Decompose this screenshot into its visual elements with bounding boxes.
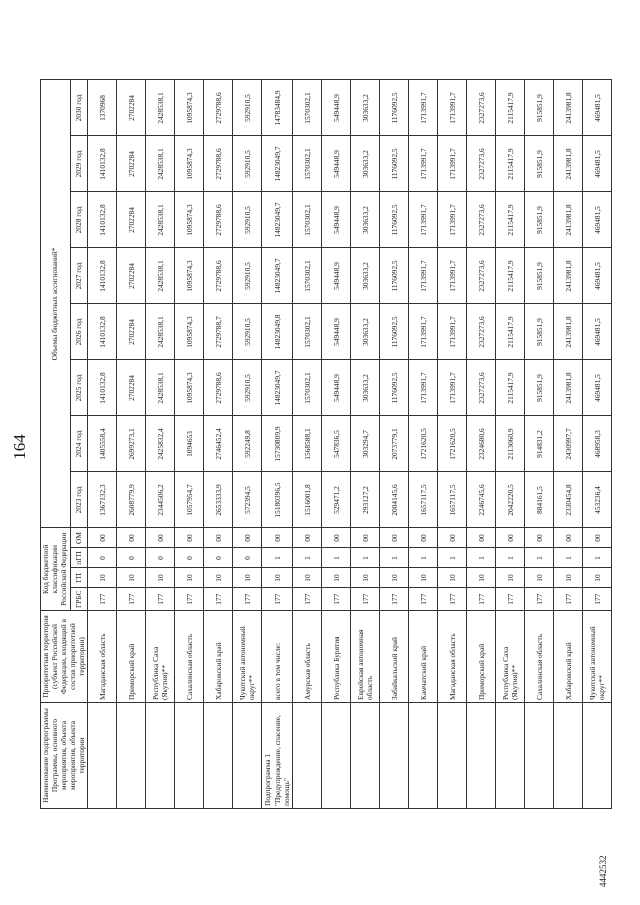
value-cell: 1095874,3 xyxy=(175,248,204,304)
territory-cell: Магаданская область xyxy=(438,611,467,703)
pgp-cell: 1 xyxy=(554,548,583,568)
value-cell: 303633,2 xyxy=(351,304,380,360)
value-cell: 549448,9 xyxy=(322,304,351,360)
value-cell: 1176092,5 xyxy=(380,304,409,360)
territory-cell: Хабаровский край xyxy=(204,611,233,703)
table-row xyxy=(117,80,146,809)
value-cell: 592910,5 xyxy=(233,80,262,136)
om-cell: 00 xyxy=(380,528,409,548)
grbs-cell: 177 xyxy=(322,588,351,611)
program-cell xyxy=(554,703,583,809)
value-cell: 2113060,9 xyxy=(496,416,525,472)
pgp-cell: 1 xyxy=(583,548,612,568)
value-cell: 529471,2 xyxy=(322,472,351,528)
pgp-cell: 1 xyxy=(409,548,438,568)
value-cell: 14823049,7 xyxy=(262,360,293,416)
pgp-cell: 0 xyxy=(175,548,204,568)
value-cell: 1405558,4 xyxy=(88,416,117,472)
table-row xyxy=(233,80,262,809)
header-year: 2026 год xyxy=(71,304,88,360)
table-row xyxy=(583,80,612,809)
value-cell: 1713991,7 xyxy=(438,304,467,360)
om-cell: 00 xyxy=(467,528,496,548)
table-row xyxy=(525,80,554,809)
value-cell: 2428538,1 xyxy=(146,192,175,248)
territory-cell: Приморский край xyxy=(467,611,496,703)
value-cell: 1095874,3 xyxy=(175,136,204,192)
value-cell: 915851,9 xyxy=(525,80,554,136)
grbs-cell: 177 xyxy=(233,588,262,611)
value-cell: 469481,5 xyxy=(583,80,612,136)
value-cell: 2428538,1 xyxy=(146,136,175,192)
grbs-cell: 177 xyxy=(175,588,204,611)
value-cell: 2115417,9 xyxy=(496,80,525,136)
grbs-cell: 177 xyxy=(467,588,496,611)
value-cell: 2746452,4 xyxy=(204,416,233,472)
territory-cell: Республика Саха (Якутия)** xyxy=(496,611,525,703)
value-cell: 2115417,9 xyxy=(496,248,525,304)
value-cell: 14823049,8 xyxy=(262,304,293,360)
value-cell: 915851,9 xyxy=(525,248,554,304)
pgp-cell: 1 xyxy=(496,548,525,568)
gp-cell: 10 xyxy=(88,568,117,588)
program-cell xyxy=(496,703,525,809)
table-row xyxy=(496,80,525,809)
value-cell: 2702284 xyxy=(117,80,146,136)
value-cell: 2413981,8 xyxy=(554,136,583,192)
value-cell: 2413981,8 xyxy=(554,192,583,248)
value-cell: 2729788,7 xyxy=(204,304,233,360)
table-row xyxy=(409,80,438,809)
pgp-cell: 1 xyxy=(262,548,293,568)
value-cell: 592910,5 xyxy=(233,192,262,248)
om-cell: 00 xyxy=(583,528,612,548)
value-cell: 2327273,6 xyxy=(467,80,496,136)
gp-cell: 10 xyxy=(117,568,146,588)
value-cell: 2702284 xyxy=(117,192,146,248)
grbs-cell: 177 xyxy=(293,588,322,611)
value-cell: 2608779,9 xyxy=(117,472,146,528)
value-cell: 2702284 xyxy=(117,248,146,304)
pgp-cell: 0 xyxy=(88,548,117,568)
value-cell: 2327273,6 xyxy=(467,192,496,248)
gp-cell: 10 xyxy=(175,568,204,588)
header-pgp: пГП xyxy=(71,548,88,568)
value-cell: 2428538,1 xyxy=(146,80,175,136)
gp-cell: 10 xyxy=(496,568,525,588)
document-id: 4442532 xyxy=(598,855,608,887)
value-cell: 1713991,7 xyxy=(438,136,467,192)
program-cell xyxy=(351,703,380,809)
value-cell: 2115417,9 xyxy=(496,304,525,360)
value-cell: 2073779,1 xyxy=(380,416,409,472)
gp-cell: 10 xyxy=(146,568,175,588)
value-cell: 1570302,1 xyxy=(293,136,322,192)
value-cell: 2327273,6 xyxy=(467,304,496,360)
grbs-cell: 177 xyxy=(88,588,117,611)
om-cell: 00 xyxy=(233,528,262,548)
value-cell: 1410132,8 xyxy=(88,192,117,248)
grbs-cell: 177 xyxy=(554,588,583,611)
pgp-cell: 1 xyxy=(438,548,467,568)
gp-cell: 10 xyxy=(583,568,612,588)
page-number: 164 xyxy=(10,434,29,460)
value-cell: 592910,5 xyxy=(233,360,262,416)
table-row xyxy=(554,80,583,809)
om-cell: 00 xyxy=(496,528,525,548)
gp-cell: 10 xyxy=(438,568,467,588)
value-cell: 1176092,5 xyxy=(380,192,409,248)
territory-cell: Сахалинская область xyxy=(175,611,204,703)
grbs-cell: 177 xyxy=(351,588,380,611)
value-cell: 2115417,9 xyxy=(496,136,525,192)
pgp-cell: 0 xyxy=(146,548,175,568)
program-cell: Подпрограмма 1 "Предупреждение, спасение, помощь" xyxy=(262,703,293,809)
value-cell: 1570302,1 xyxy=(293,192,322,248)
value-cell: 2324680,6 xyxy=(467,416,496,472)
table-row xyxy=(262,80,293,809)
grbs-cell: 177 xyxy=(525,588,554,611)
header-year: 2030 год xyxy=(71,80,88,136)
value-cell: 1721620,5 xyxy=(409,416,438,472)
header-grbs: ГРБС xyxy=(71,588,88,611)
value-cell: 1095874,3 xyxy=(175,192,204,248)
table-row xyxy=(322,80,351,809)
value-cell: 1410132,8 xyxy=(88,136,117,192)
value-cell: 303294,7 xyxy=(351,416,380,472)
value-cell: 1713991,7 xyxy=(409,192,438,248)
grbs-cell: 177 xyxy=(583,588,612,611)
table-row xyxy=(146,80,175,809)
value-cell: 1094653 xyxy=(175,416,204,472)
value-cell: 303633,2 xyxy=(351,192,380,248)
territory-cell: Чукотский автономный округ** xyxy=(233,611,262,703)
table-row xyxy=(438,80,467,809)
gp-cell: 10 xyxy=(204,568,233,588)
om-cell: 00 xyxy=(351,528,380,548)
grbs-cell: 177 xyxy=(496,588,525,611)
header-year: 2028 год xyxy=(71,192,88,248)
value-cell: 2004145,6 xyxy=(380,472,409,528)
table-row xyxy=(380,80,409,809)
value-cell: 1057954,7 xyxy=(175,472,204,528)
table-row xyxy=(293,80,322,809)
territory-cell: Чукотский автономный округ** xyxy=(583,611,612,703)
value-cell: 15180396,5 xyxy=(262,472,293,528)
pgp-cell: 1 xyxy=(467,548,496,568)
pgp-cell: 1 xyxy=(322,548,351,568)
value-cell: 1657117,5 xyxy=(438,472,467,528)
grbs-cell: 177 xyxy=(204,588,233,611)
territory-cell: Республика Саха (Якутия)** xyxy=(146,611,175,703)
pgp-cell: 1 xyxy=(380,548,409,568)
gp-cell: 10 xyxy=(380,568,409,588)
gp-cell: 10 xyxy=(293,568,322,588)
gp-cell: 10 xyxy=(467,568,496,588)
pgp-cell: 1 xyxy=(293,548,322,568)
value-cell: 2413981,8 xyxy=(554,80,583,136)
program-cell xyxy=(322,703,351,809)
value-cell: 1095874,3 xyxy=(175,80,204,136)
value-cell: 1713991,7 xyxy=(409,248,438,304)
value-cell: 1095874,3 xyxy=(175,304,204,360)
value-cell: 303633,2 xyxy=(351,248,380,304)
value-cell: 2428538,1 xyxy=(146,248,175,304)
gp-cell: 10 xyxy=(322,568,351,588)
om-cell: 00 xyxy=(117,528,146,548)
value-cell: 915851,9 xyxy=(525,136,554,192)
om-cell: 00 xyxy=(262,528,293,548)
program-cell xyxy=(525,703,554,809)
value-cell: 1713991,7 xyxy=(409,80,438,136)
value-cell: 1095874,3 xyxy=(175,360,204,416)
value-cell: 592910,5 xyxy=(233,248,262,304)
table-row xyxy=(175,80,204,809)
value-cell: 2428538,1 xyxy=(146,360,175,416)
value-cell: 468958,3 xyxy=(583,416,612,472)
value-cell: 293127,2 xyxy=(351,472,380,528)
table-row xyxy=(204,80,233,809)
grbs-cell: 177 xyxy=(146,588,175,611)
header-year: 2023 год xyxy=(71,472,88,528)
pgp-cell: 0 xyxy=(117,548,146,568)
value-cell: 1570302,1 xyxy=(293,80,322,136)
gp-cell: 10 xyxy=(409,568,438,588)
value-cell: 2428538,1 xyxy=(146,304,175,360)
value-cell: 2702284 xyxy=(117,360,146,416)
gp-cell: 10 xyxy=(233,568,262,588)
value-cell: 2729788,6 xyxy=(204,248,233,304)
value-cell: 1713991,7 xyxy=(409,304,438,360)
territory-cell: Республика Бурятия xyxy=(322,611,351,703)
om-cell: 00 xyxy=(525,528,554,548)
value-cell: 2042220,5 xyxy=(496,472,525,528)
territory-cell: Приморский край xyxy=(117,611,146,703)
program-cell xyxy=(467,703,496,809)
value-cell: 2653333,9 xyxy=(204,472,233,528)
value-cell: 549448,9 xyxy=(322,360,351,416)
gp-cell: 10 xyxy=(262,568,293,588)
header-territory: Приоритетная территория (субъект Российской Федерации, входящий в состав приоритетной территории) xyxy=(41,611,88,703)
pgp-cell: 1 xyxy=(351,548,380,568)
value-cell: 1713991,7 xyxy=(438,192,467,248)
value-cell: 2246745,6 xyxy=(467,472,496,528)
territory-cell: Еврейская автономная область xyxy=(351,611,380,703)
header-year: 2027 год xyxy=(71,248,88,304)
header-gp: ГП xyxy=(71,568,88,588)
value-cell: 2413981,8 xyxy=(554,248,583,304)
value-cell: 549448,9 xyxy=(322,80,351,136)
program-cell xyxy=(409,703,438,809)
program-cell xyxy=(204,703,233,809)
territory-cell: Камчатский край xyxy=(409,611,438,703)
value-cell: 2115417,9 xyxy=(496,192,525,248)
value-cell: 592910,5 xyxy=(233,304,262,360)
value-cell: 1713991,7 xyxy=(438,360,467,416)
value-cell: 915851,9 xyxy=(525,360,554,416)
program-cell xyxy=(438,703,467,809)
value-cell: 2702284 xyxy=(117,304,146,360)
value-cell: 303633,2 xyxy=(351,80,380,136)
value-cell: 303633,2 xyxy=(351,360,380,416)
value-cell: 1570302,1 xyxy=(293,360,322,416)
value-cell: 2115417,9 xyxy=(496,360,525,416)
value-cell: 1176092,5 xyxy=(380,80,409,136)
om-cell: 00 xyxy=(293,528,322,548)
value-cell: 2699273,1 xyxy=(117,416,146,472)
table-row xyxy=(467,80,496,809)
om-cell: 00 xyxy=(438,528,467,548)
value-cell: 469481,5 xyxy=(583,304,612,360)
value-cell: 2330454,8 xyxy=(554,472,583,528)
table-body xyxy=(88,80,612,809)
territory-cell: Сахалинская область xyxy=(525,611,554,703)
value-cell: 1370968 xyxy=(88,80,117,136)
value-cell: 14783484,9 xyxy=(262,80,293,136)
value-cell: 1176092,5 xyxy=(380,248,409,304)
header-kbk-group: Код бюджетной классификации Российской Федерации xyxy=(41,528,71,611)
pgp-cell: 1 xyxy=(525,548,554,568)
value-cell: 1410132,8 xyxy=(88,304,117,360)
table-row xyxy=(351,80,380,809)
budget-table xyxy=(40,79,612,809)
program-cell xyxy=(117,703,146,809)
value-cell: 15730809,9 xyxy=(262,416,293,472)
om-cell: 00 xyxy=(175,528,204,548)
territory-cell: Хабаровский край xyxy=(554,611,583,703)
grbs-cell: 177 xyxy=(409,588,438,611)
value-cell: 2430997,7 xyxy=(554,416,583,472)
value-cell: 1713991,7 xyxy=(409,136,438,192)
header-om: ОМ xyxy=(71,528,88,548)
value-cell: 592249,8 xyxy=(233,416,262,472)
value-cell: 2413981,8 xyxy=(554,360,583,416)
value-cell: 469481,5 xyxy=(583,360,612,416)
program-cell xyxy=(583,703,612,809)
value-cell: 453236,4 xyxy=(583,472,612,528)
header-year: 2025 год xyxy=(71,360,88,416)
value-cell: 1410132,8 xyxy=(88,360,117,416)
om-cell: 00 xyxy=(322,528,351,548)
program-cell xyxy=(175,703,204,809)
value-cell: 2327273,6 xyxy=(467,136,496,192)
value-cell: 1721620,5 xyxy=(438,416,467,472)
value-cell: 1516001,8 xyxy=(293,472,322,528)
territory-cell: Магаданская область xyxy=(88,611,117,703)
table-row xyxy=(88,80,117,809)
pgp-cell: 0 xyxy=(233,548,262,568)
value-cell: 469481,5 xyxy=(583,136,612,192)
value-cell: 469481,5 xyxy=(583,192,612,248)
value-cell: 1568588,1 xyxy=(293,416,322,472)
value-cell: 2729788,6 xyxy=(204,80,233,136)
program-cell xyxy=(233,703,262,809)
value-cell: 14823049,7 xyxy=(262,192,293,248)
value-cell: 1713991,7 xyxy=(409,360,438,416)
header-year: 2029 год xyxy=(71,136,88,192)
grbs-cell: 177 xyxy=(438,588,467,611)
program-cell xyxy=(146,703,175,809)
om-cell: 00 xyxy=(554,528,583,548)
header-volumes-group: Объемы бюджетных ассигнований* xyxy=(41,80,71,528)
territory-cell: всего в том числе: xyxy=(262,611,293,703)
program-cell xyxy=(380,703,409,809)
value-cell: 14823049,7 xyxy=(262,136,293,192)
value-cell: 2729788,6 xyxy=(204,136,233,192)
value-cell: 2425832,4 xyxy=(146,416,175,472)
grbs-cell: 177 xyxy=(380,588,409,611)
value-cell: 884161,5 xyxy=(525,472,554,528)
value-cell: 547836,5 xyxy=(322,416,351,472)
gp-cell: 10 xyxy=(525,568,554,588)
value-cell: 549448,9 xyxy=(322,192,351,248)
value-cell: 1713991,7 xyxy=(438,248,467,304)
value-cell: 549448,9 xyxy=(322,136,351,192)
om-cell: 00 xyxy=(204,528,233,548)
value-cell: 549448,9 xyxy=(322,248,351,304)
value-cell: 1570302,1 xyxy=(293,248,322,304)
value-cell: 2729788,6 xyxy=(204,192,233,248)
value-cell: 1367132,3 xyxy=(88,472,117,528)
header-program: Наименование подпрограммы Программы, основного мероприятия, объекта мероприятия, объекта территории xyxy=(41,703,88,809)
grbs-cell: 177 xyxy=(262,588,293,611)
value-cell: 2702284 xyxy=(117,136,146,192)
grbs-cell: 177 xyxy=(117,588,146,611)
territory-cell: Амурская область xyxy=(293,611,322,703)
value-cell: 2344506,2 xyxy=(146,472,175,528)
value-cell: 915851,9 xyxy=(525,304,554,360)
program-cell xyxy=(88,703,117,809)
value-cell: 915851,9 xyxy=(525,192,554,248)
gp-cell: 10 xyxy=(351,568,380,588)
om-cell: 00 xyxy=(409,528,438,548)
value-cell: 1410132,8 xyxy=(88,248,117,304)
pgp-cell: 0 xyxy=(204,548,233,568)
value-cell: 2729788,6 xyxy=(204,360,233,416)
value-cell: 1176092,5 xyxy=(380,360,409,416)
value-cell: 469481,5 xyxy=(583,248,612,304)
gp-cell: 10 xyxy=(554,568,583,588)
program-cell xyxy=(293,703,322,809)
territory-cell: Забайкальский край xyxy=(380,611,409,703)
value-cell: 2327273,6 xyxy=(467,248,496,304)
om-cell: 00 xyxy=(88,528,117,548)
header-year: 2024 год xyxy=(71,416,88,472)
value-cell: 1570302,1 xyxy=(293,304,322,360)
value-cell: 914831,2 xyxy=(525,416,554,472)
value-cell: 303633,2 xyxy=(351,136,380,192)
value-cell: 1657117,5 xyxy=(409,472,438,528)
om-cell: 00 xyxy=(146,528,175,548)
value-cell: 592910,5 xyxy=(233,136,262,192)
value-cell: 2327273,6 xyxy=(467,360,496,416)
value-cell: 14823049,7 xyxy=(262,248,293,304)
value-cell: 1176092,5 xyxy=(380,136,409,192)
value-cell: 572394,5 xyxy=(233,472,262,528)
value-cell: 1713991,7 xyxy=(438,80,467,136)
value-cell: 2413981,8 xyxy=(554,304,583,360)
